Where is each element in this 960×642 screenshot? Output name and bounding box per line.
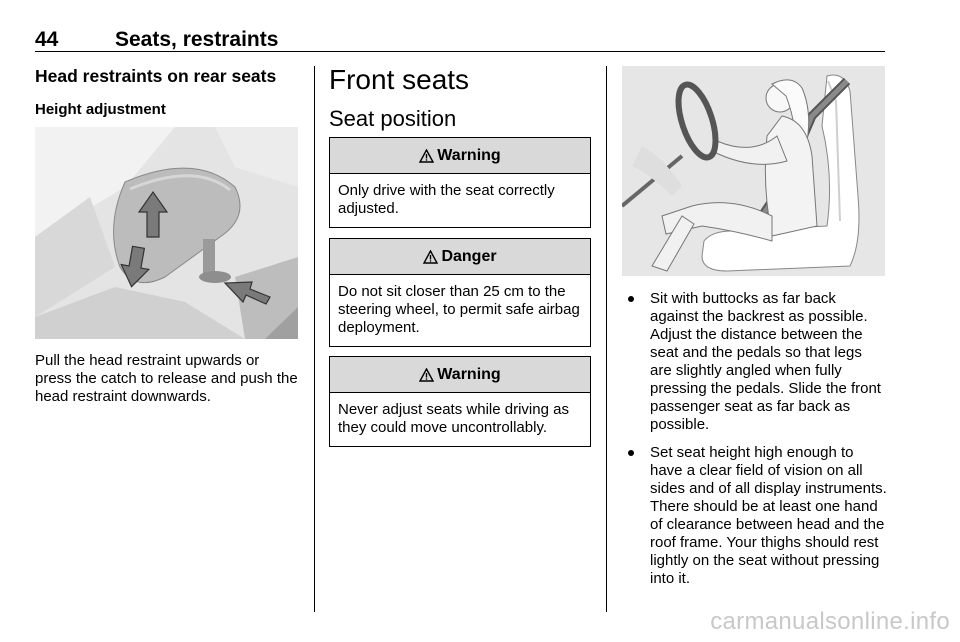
list-item: [622, 444, 887, 588]
list-item: [622, 290, 887, 434]
headrest-instructions: Pull the head restraint upwards or press the catch to release and push the head restraint downwards.: [35, 352, 298, 405]
list-item-text: Set seat height high enough to have a clear field of vision on all sides and of all display instruments. There should be at least one hand of clearance between head and the roof frame. Your thighs should rest lightly on the seat without pressing into it.: [650, 444, 887, 587]
seat-position-list: [622, 290, 887, 598]
bullet-icon: [628, 450, 634, 456]
warning-label: Warning: [437, 146, 501, 164]
warning-text: Never adjust seats while driving as they could move uncontrollably.: [338, 401, 569, 436]
bullet-icon: [628, 296, 634, 302]
heading-head-restraints-rear: Head restraints on rear seats: [35, 66, 277, 86]
subheading-seat-position: Seat position: [329, 106, 457, 131]
column-divider-right: [606, 66, 607, 612]
danger-box: [329, 238, 591, 347]
danger-text: Do not sit closer than 25 cm to the steering wheel, to permit safe airbag deployment.: [338, 283, 580, 336]
heading-front-seats: Front seats: [329, 64, 470, 95]
warning-box-header: [330, 357, 590, 393]
warning-triangle-icon: [419, 149, 434, 163]
header-rule: [35, 51, 885, 52]
warning-text: Only drive with the seat correctly adjusted.: [338, 182, 555, 217]
seated-driver-illustration: [622, 66, 885, 276]
danger-label: Danger: [441, 247, 497, 265]
warning-box-2: [329, 356, 591, 447]
headrest-adjust-illustration: [35, 127, 298, 339]
subheading-height-adjustment: Height adjustment: [35, 101, 166, 118]
warning-box-header: [330, 138, 590, 174]
section-title: Seats, restraints: [115, 28, 279, 51]
warning-box-1: [329, 137, 591, 228]
danger-box-header: [330, 239, 590, 275]
warning-triangle-icon: [423, 250, 438, 264]
watermark: carmanualsonline.info: [710, 608, 950, 635]
page-number: 44: [35, 28, 59, 51]
list-item-text: Sit with buttocks as far back against the backrest as possible. Adjust the distance between the seat and the pedals so that legs are slightly angled when fully pressing the pedals. Slide the front passenger seat as far back as possible.: [650, 290, 881, 433]
warning-triangle-icon: [419, 368, 434, 382]
warning-label: Warning: [437, 365, 501, 383]
column-divider-left: [314, 66, 315, 612]
page-header: [35, 28, 885, 50]
